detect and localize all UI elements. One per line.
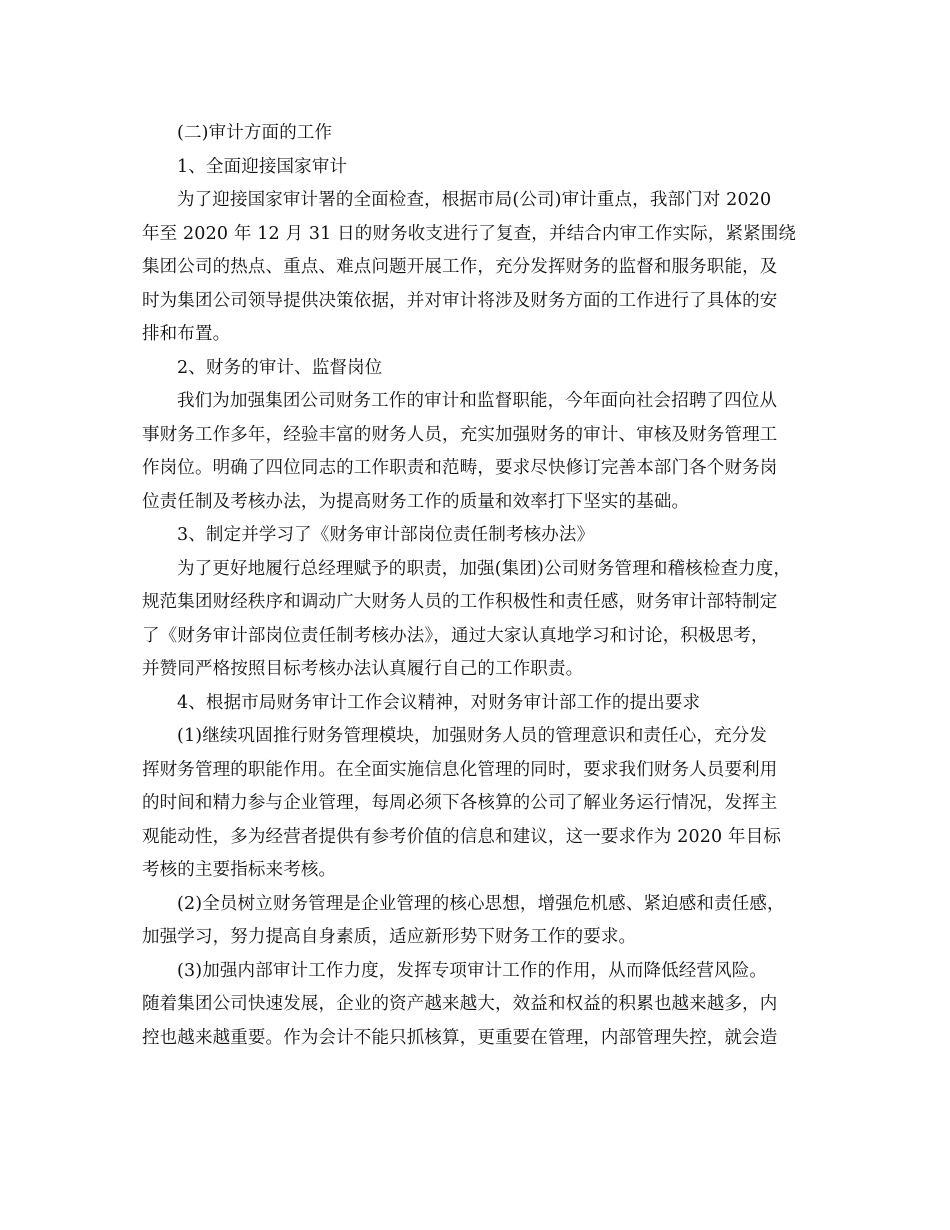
list-item-1-line: 观能动性，多为经营者提供有参考价值的信息和建议，这一要求作为 2020 年目标 <box>142 826 782 847</box>
paragraph-line: 规范集团财经秩序和调动广大财务人员的工作积极性和责任感，财务审计部特制定 <box>142 592 778 612</box>
subheading-assessment-method: 3、制定并学习了《财务审计部岗位责任制考核办法》 <box>177 525 595 545</box>
list-item-3-line: (3)加强内部审计工作力度，发挥专项审计工作的作用，从而降低经营风险。 <box>177 960 768 981</box>
paragraph-line: 我们为加强集团公司财务工作的审计和监督职能，今年面向社会招聘了四位从 <box>177 391 778 411</box>
list-item-1-line: 的时间和精力参与企业管理，每周必须下各核算的公司了解业务运行情况，发挥主 <box>142 793 778 813</box>
paragraph-line: 为了更好地履行总经理赋予的职责，加强(集团)公司财务管理和稽核检查力度， <box>177 558 792 579</box>
list-item-1-line: 考核的主要指标来考核。 <box>142 860 337 880</box>
list-item-1-line: (1)继续巩固推行财务管理模块，加强财务人员的管理意识和责任心，充分发 <box>177 726 768 746</box>
paragraph-line: 并赞同严格按照目标考核办法认真履行自己的工作职责。 <box>142 659 584 679</box>
subheading-meeting-requirements: 4、根据市局财务审计工作会议精神，对财务审计部工作的提出要求 <box>177 692 701 713</box>
paragraph-line: 时为集团公司领导提供决策依据，并对审计将涉及财务方面的工作进行了具体的安 <box>142 290 778 311</box>
list-item-3-line: 随着集团公司快速发展，企业的资产越来越大，效益和权益的积累也越来越多，内 <box>142 994 778 1014</box>
paragraph-line: 了《财务审计部岗位责任制考核办法》，通过大家认真地学习和讨论，积极思考， <box>142 625 769 646</box>
subheading-audit-supervision-posts: 2、财务的审计、监督岗位 <box>177 357 383 378</box>
list-item-1-line: 挥财务管理的职能作用。在全面实施信息化管理的同时，要求我们财务人员要利用 <box>142 759 778 780</box>
list-item-2-line: 加强学习，努力提高自身素质，适应新形势下财务工作的要求。 <box>142 927 637 947</box>
paragraph-line: 位责任制及考核办法，为提高财务工作的质量和效率打下坚实的基础。 <box>142 491 690 512</box>
subheading-national-audit: 1、全面迎接国家审计 <box>177 156 348 177</box>
paragraph-line: 事财务工作多年，经验丰富的财务人员，充实加强财务的审计、审核及财务管理工 <box>142 424 778 445</box>
document-body <box>142 117 832 1055</box>
paragraph-line: 作岗位。明确了四位同志的工作职责和范畴，要求尽快修订完善本部门各个财务岗 <box>142 458 778 478</box>
section-heading-audit-work: (二)审计方面的工作 <box>177 123 333 143</box>
list-item-3-line: 控也越来越重要。作为会计不能只抓核算，更重要在管理，内部管理失控，就会造 <box>142 1027 778 1048</box>
paragraph-line: 排和布置。 <box>142 324 231 344</box>
paragraph-line: 为了迎接国家审计署的全面检查，根据市局(公司)审计重点，我部门对 2020 <box>177 190 772 210</box>
paragraph-line: 集团公司的热点、重点、难点问题开展工作，充分发挥财务的监督和服务职能，及 <box>142 257 778 277</box>
paragraph-line: 年至 2020 年 12 月 31 日的财务收支进行了复查，并结合内审工作实际，紧紧围绕 <box>142 223 797 244</box>
list-item-2-line: (2)全员树立财务管理是企业管理的核心思想，增强危机感、紧迫感和责任感， <box>177 893 785 914</box>
